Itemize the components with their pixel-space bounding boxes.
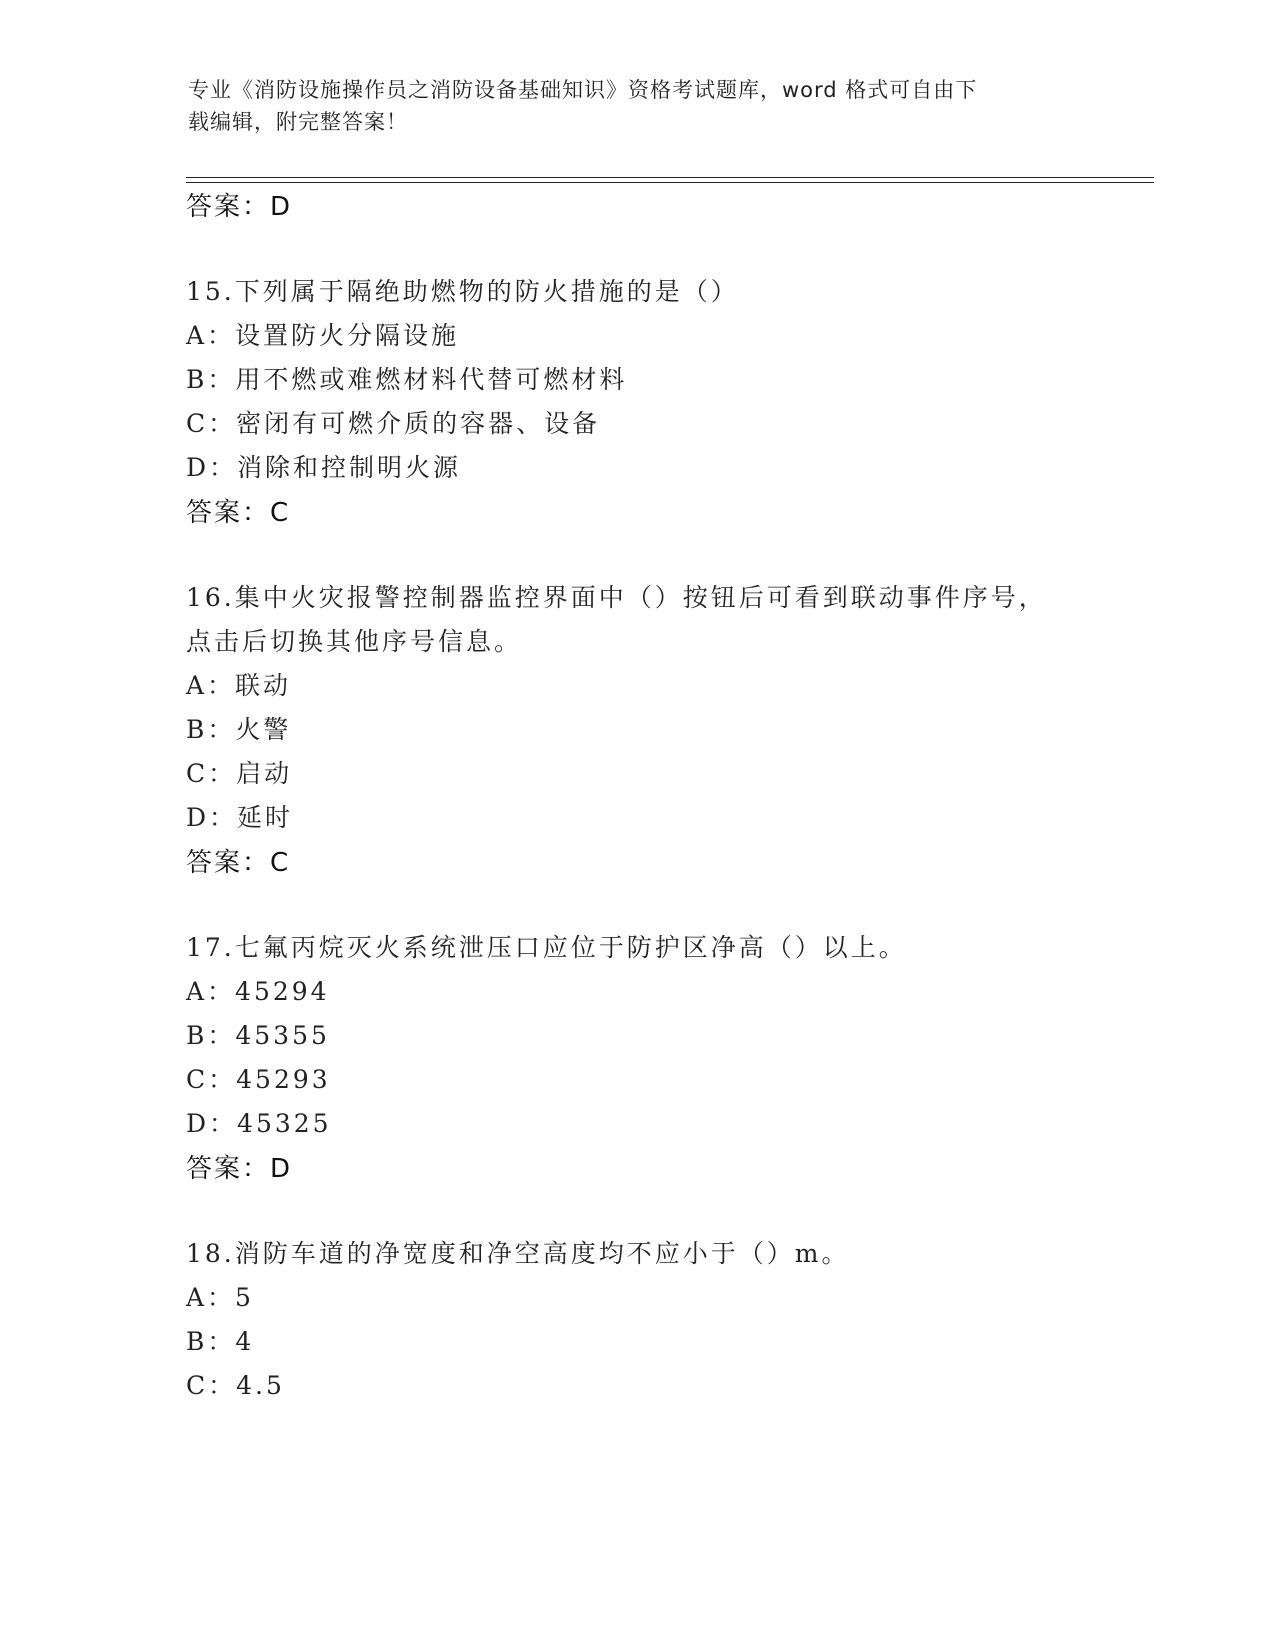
question-16-option-c: C：启动	[186, 759, 293, 788]
answer-prev: 答案：D	[186, 192, 293, 222]
question-17-option-b: B：45355	[186, 1021, 330, 1050]
question-17-option-a: A：45294	[186, 977, 330, 1006]
question-15-answer: 答案：C	[186, 498, 291, 528]
header-divider-top	[186, 177, 1154, 178]
question-15-stem: 15.下列属于隔绝助燃物的防火措施的是（）	[186, 277, 739, 306]
question-17-answer: 答案：D	[186, 1154, 293, 1184]
question-16-option-b: B：火警	[186, 715, 292, 744]
question-18-option-b: B：4	[186, 1327, 255, 1356]
question-15-option-b: B：用不燃或难燃材料代替可燃材料	[186, 365, 628, 394]
question-17-stem: 17.七氟丙烷灭火系统泄压口应位于防护区净高（）以上。	[186, 933, 907, 962]
question-18-option-c: C：4.5	[186, 1371, 285, 1400]
header-line-2: 载编辑，附完整答案！	[188, 110, 408, 134]
question-18-stem: 18.消防车道的净宽度和净空高度均不应小于（）m。	[186, 1239, 850, 1268]
question-18-option-a: A：5	[186, 1283, 254, 1312]
question-17-option-c: C：45293	[186, 1065, 331, 1094]
question-17-option-d: D：45325	[186, 1109, 332, 1138]
header-divider-bottom	[186, 182, 1154, 183]
question-16-stem-cont: 点击后切换其他序号信息。	[186, 627, 523, 656]
header-line-1: 专业《消防设施操作员之消防设备基础知识》资格考试题库，word 格式可自由下	[188, 78, 978, 102]
question-16-answer: 答案：C	[186, 848, 291, 878]
question-16-option-a: A：联动	[186, 671, 292, 700]
question-15-option-d: D：消除和控制明火源	[186, 453, 462, 482]
question-16-stem: 16.集中火灾报警控制器监控界面中（）按钮后可看到联动事件序号，	[186, 583, 1047, 612]
document-header	[188, 74, 1068, 138]
question-16-option-d: D：延时	[186, 803, 294, 832]
question-15-option-c: C：密闭有可燃介质的容器、设备	[186, 409, 601, 438]
question-15-option-a: A：设置防火分隔设施	[186, 321, 460, 350]
